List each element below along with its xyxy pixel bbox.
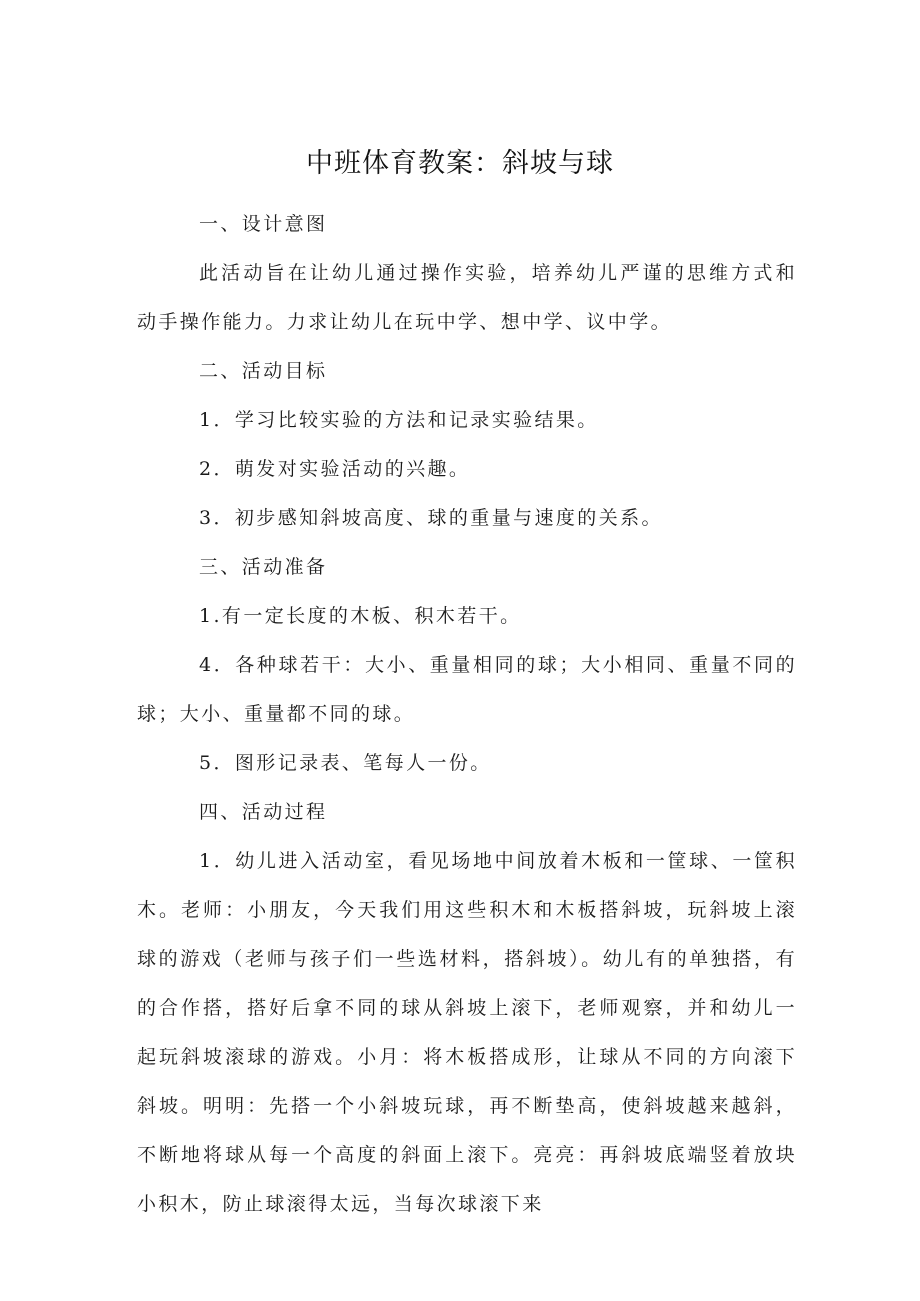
section-heading-activity-goals: 二、活动目标 xyxy=(199,360,328,382)
paragraph-design-intent: 此活动旨在让幼儿通过操作实验，培养幼儿严谨的思维方式和动手操作能力。力求让幼儿在玩中学、想中学、议中学。 xyxy=(137,262,797,333)
section-heading-activity-process: 四、活动过程 xyxy=(199,801,328,823)
process-item-1: 1．幼儿进入活动室，看见场地中间放着木板和一筐球、一筐积木。老师：小朋友，今天我们用这些积木和木板搭斜坡，玩斜坡上滚球的游戏（老师与孩子们一些选材料，搭斜坡）。幼儿有的单独搭，有的合作搭，搭好后拿不同的球从斜坡上滚下，老师观察，并和幼儿一起玩斜坡滚球的游戏。小月：将木板搭成形，让球从不同的方向滚下斜坡。明明：先搭一个小斜坡玩球，再不断垫高，使斜坡越来越斜，不断地将球从每一个高度的斜面上滚下。亮亮：再斜坡底端竖着放块小积木，防止球滚得太远，当每次球滚下来 xyxy=(137,850,797,1215)
section-heading-design-intent: 一、设计意图 xyxy=(199,213,328,235)
section-heading-activity-preparation: 三、活动准备 xyxy=(199,556,328,578)
document-body xyxy=(137,200,797,1229)
document-title: 中班体育教案：斜坡与球 xyxy=(306,148,614,179)
goal-item-2: 2．萌发对实验活动的兴趣。 xyxy=(199,458,471,480)
goal-item-3: 3．初步感知斜坡高度、球的重量与速度的关系。 xyxy=(199,507,663,529)
preparation-item-1: 1.有一定长度的木板、积木若干。 xyxy=(199,605,522,627)
preparation-item-4: 4．各种球若干：大小、重量相同的球；大小相同、重量不同的球；大小、重量都不同的球。 xyxy=(137,654,797,725)
preparation-item-5: 5．图形记录表、笔每人一份。 xyxy=(199,752,492,774)
goal-item-1: 1．学习比较实验的方法和记录实验结果。 xyxy=(199,409,599,431)
